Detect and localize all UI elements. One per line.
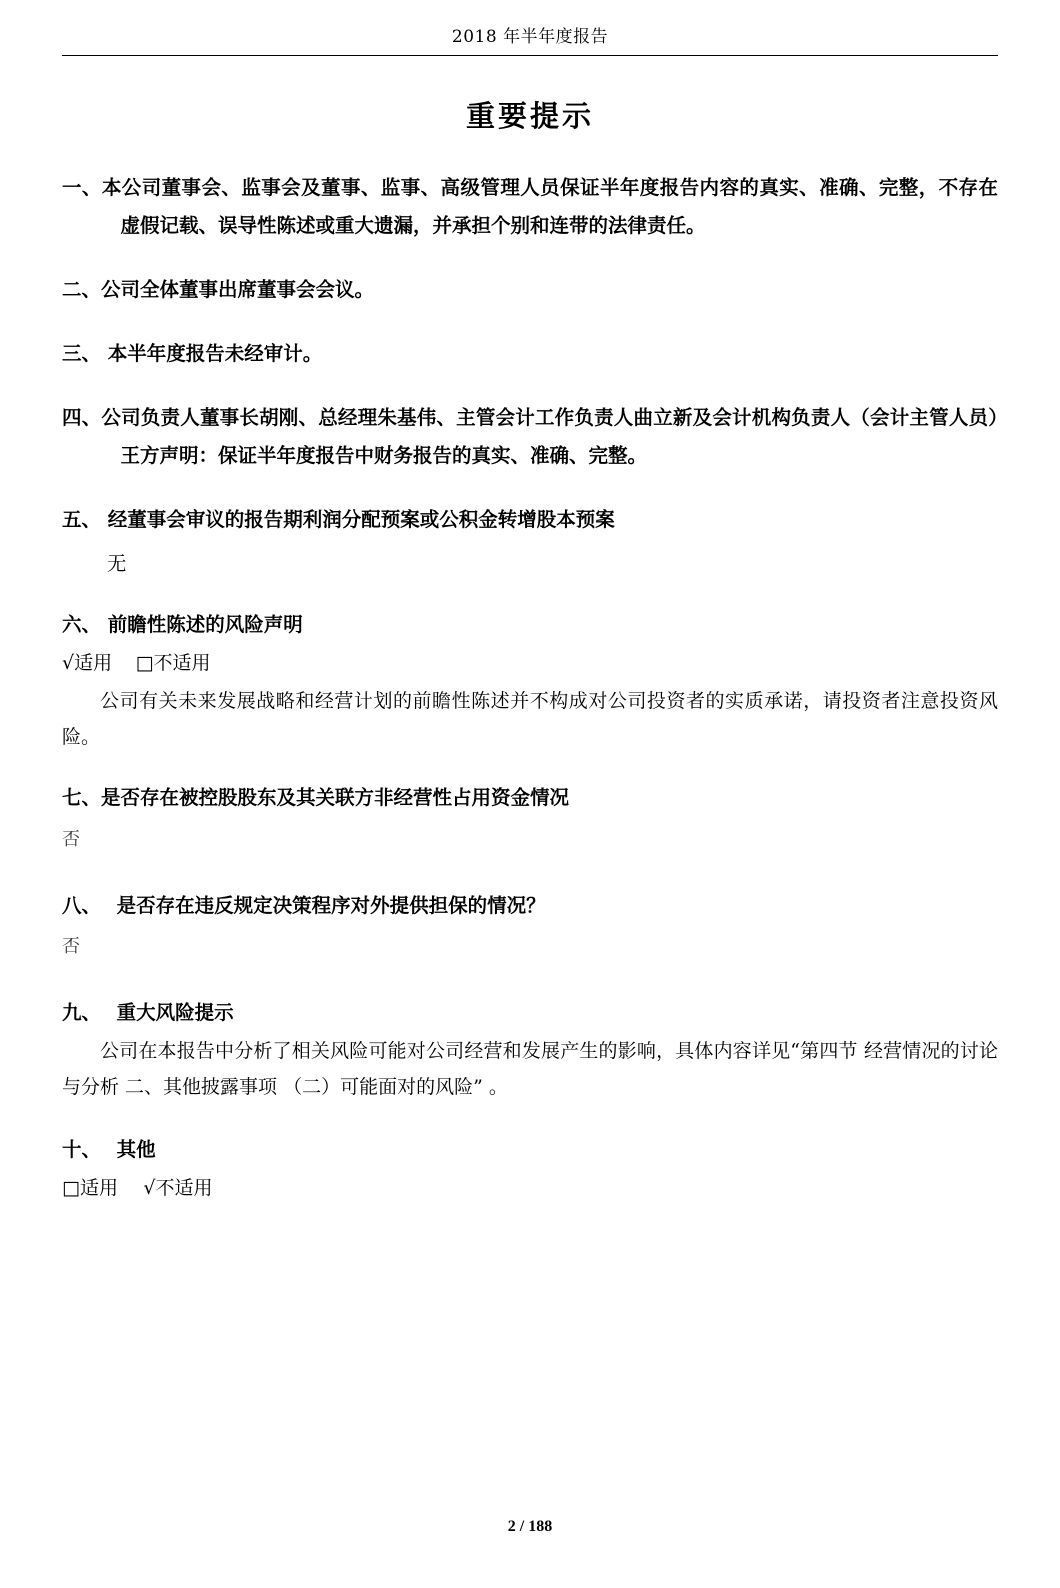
item-3-text: 本半年度报告未经审计。 [101, 342, 323, 366]
item-5-text: 经董事会审议的报告期利润分配预案或公积金转增股本预案 [101, 508, 615, 532]
notice-item-2 [62, 271, 998, 309]
item-6-checkboxes [62, 645, 998, 681]
checkbox-applicable-6[interactable]: √适用 [62, 652, 113, 675]
running-title: 2018 年半年度报告 [451, 27, 609, 47]
item-1-number: 一、 [62, 176, 102, 199]
item-7-text: 是否存在被控股股东及其关联方非经营性占用资金情况 [101, 786, 570, 810]
item-9-paragraph: 公司在本报告中分析了相关风险可能对公司经营和发展产生的影响，具体内容详见“第四节 经营情况的讨论与分析 二、其他披露事项 （二）可能面对的风险” 。 [62, 1040, 998, 1099]
notice-item-7 [62, 779, 998, 816]
item-8-number: 八、 [62, 893, 102, 917]
item-4-number: 四、 [62, 406, 102, 430]
item-6-number: 六、 [62, 613, 102, 637]
checkbox-not-applicable-10[interactable]: √不适用 [143, 1177, 213, 1200]
notice-item-8 [62, 887, 998, 924]
item-3-number: 三、 [62, 342, 102, 366]
item-2-text: 公司全体董事出席董事会会议。 [101, 278, 375, 302]
notice-item-3 [62, 335, 998, 373]
notice-item-10 [62, 1131, 998, 1168]
checkbox-applicable-10[interactable]: □适用 [62, 1177, 118, 1200]
page-footer [0, 1518, 1060, 1536]
checkbox-not-applicable-6[interactable]: □不适用 [135, 652, 211, 675]
item-2-number: 二、 [62, 278, 102, 302]
item-7-number: 七、 [62, 786, 102, 810]
item-8-text: 是否存在违反规定决策程序对外提供担保的情况？ [116, 893, 546, 917]
item-4-text: 公司负责人董事长胡刚、总经理朱基伟、主管会计工作负责人曲立新及会计机构负责人（会计主管人员）王方声明：保证半年度报告中财务报告的真实、准确、完整。 [101, 406, 998, 468]
page-number: 2 / 188 [507, 1518, 553, 1535]
notice-item-9 [62, 994, 998, 1031]
page-header [62, 22, 998, 56]
page-content [62, 82, 998, 1208]
notice-item-1 [62, 169, 998, 245]
page-title: 重要提示 [465, 99, 594, 133]
item-5-number: 五、 [62, 508, 102, 532]
notice-item-5 [62, 501, 998, 539]
item-8-answer: 否 [62, 935, 80, 957]
notice-item-6 [62, 606, 998, 643]
item-10-checkboxes [62, 1170, 998, 1206]
item-5-answer: 无 [106, 552, 127, 576]
item-6-paragraph: 公司有关未来发展战略和经营计划的前瞻性陈述并不构成对公司投资者的实质承诺，请投资者注意投资风险。 [62, 690, 998, 749]
item-9-text: 重大风险提示 [116, 1000, 234, 1024]
item-10-text: 其他 [116, 1138, 156, 1162]
item-7-answer: 否 [62, 828, 80, 850]
item-9-number: 九、 [62, 1000, 102, 1024]
item-10-number: 十、 [62, 1138, 102, 1162]
item-1-text: 本公司董事会、监事会及董事、监事、高级管理人员保证半年度报告内容的真实、准确、完整，不存在虚假记载、误导性陈述或重大遗漏，并承担个别和连带的法律责任。 [101, 176, 998, 238]
notice-item-4 [62, 399, 998, 475]
item-6-text: 前瞻性陈述的风险声明 [101, 613, 303, 637]
